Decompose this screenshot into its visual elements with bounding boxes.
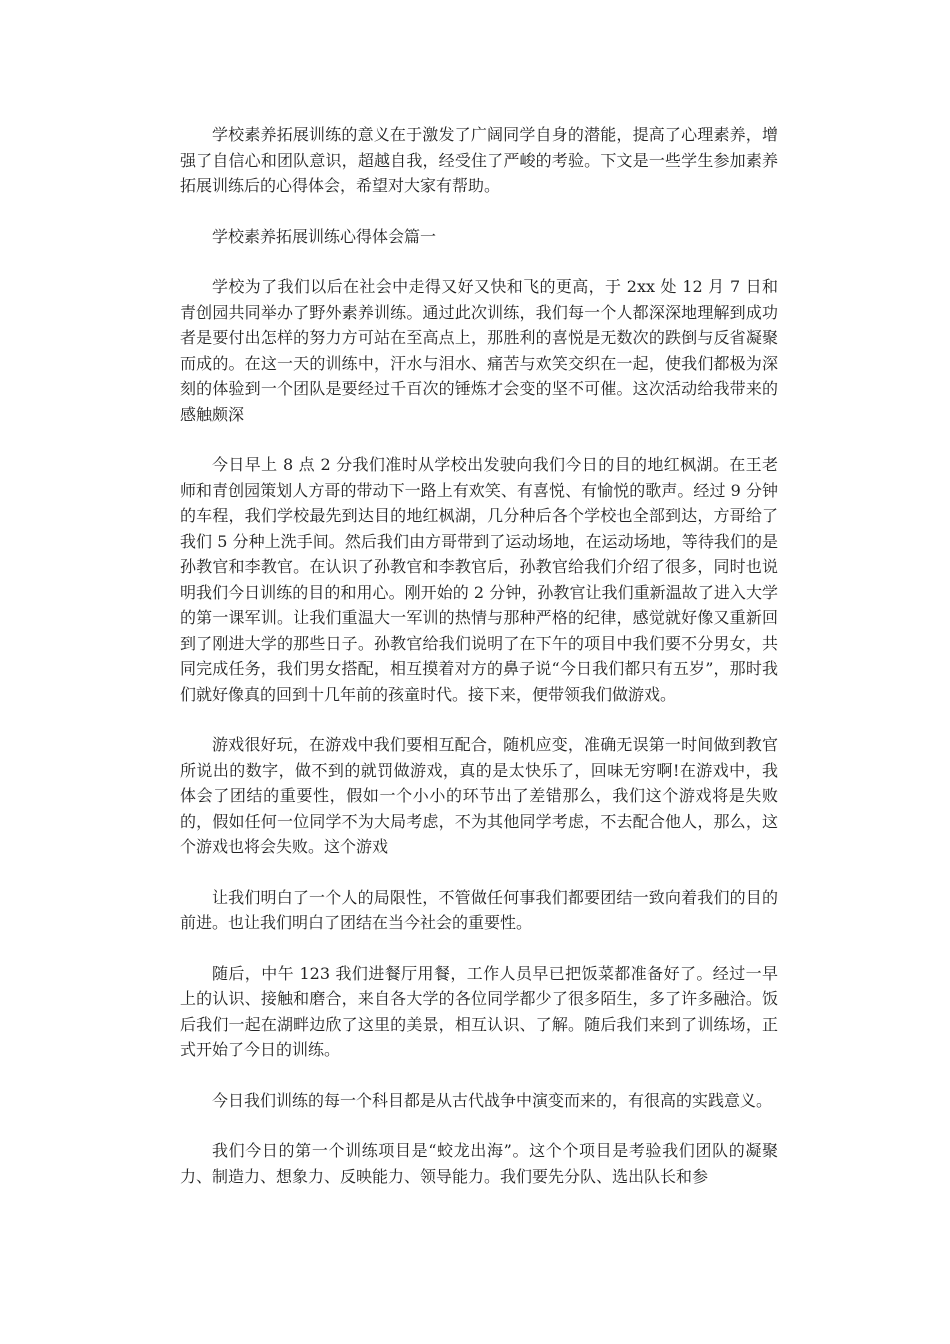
body-paragraph: 游戏很好玩，在游戏中我们要相互配合，随机应变，准确无误第一时间做到教官所说出的数字，做不到的就罚做游戏，真的是太快乐了，回味无穷啊!在游戏中，我体会了团结的重要性，假如一个小小的环节出了差错那么，我们这个游戏将是失败的，假如任何一位同学不为大局考虑，不为其他同学考虑，不去配合他人，那么，这个游戏也将会失败。这个游戏 — [180, 735, 778, 856]
body-paragraph: 学校为了我们以后在社会中走得又好又快和飞的更高，于 2xx 处 12 月 7 日和青创园共同举办了野外素养训练。通过此次训练，我们每一个人都深深地理解到成功者是要付出怎样的努力方可站在至高点上，那胜利的喜悦是无数次的跌倒与反省凝聚而成的。在这一天的训练中，汗水与泪水、痛苦与欢笑交织在一起，使我们都极为深刻的体验到一个团队是要经过千百次的锤炼才会变的坚不可催。这次活动给我带来的感触颇深 — [180, 277, 778, 424]
document-body — [180, 122, 778, 1214]
body-paragraph: 今日早上 8 点 2 分我们准时从学校出发驶向我们今日的目的地红枫湖。在王老师和青创园策划人方哥的带动下一路上有欢笑、有喜悦、有愉悦的歌声。经过 9 分钟的车程，我们学校最先到达目的地红枫湖，几分种后各个学校也全部到达，方哥给了我们 5 分种上洗手间。然后我们由方哥带到了运动场地，在运动场地，等待我们的是孙教官和李教官。在认识了孙教官和李教官后，孙教官给我们介绍了很多，同时也说明我们今日训练的目的和用心。刚开始的 2 分钟，孙教官让我们重新温故了进入大学的第一课军训。让我们重温大一军训的热情与那种严格的纪律，感觉就好像又重新回到了刚进大学的那些日子。孙教官给我们说明了在下午的项目中我们要不分男女，共同完成任务，我们男女搭配，相互摸着对方的鼻子说“今日我们都只有五岁”，那时我们就好像真的回到十几年前的孩童时代。接下来，便带领我们做游戏。 — [180, 455, 778, 704]
body-paragraph: 随后，中午 123 我们进餐厅用餐，工作人员早已把饭菜都准备好了。经过一早上的认识、接触和磨合，来自各大学的各位同学都少了很多陌生，多了许多融洽。饭后我们一起在湖畔边欣了这里的美景，相互认识、了解。随后我们来到了训练场，正式开始了今日的训练。 — [180, 963, 778, 1059]
body-paragraph: 今日我们训练的每一个科目都是从古代战争中演变而来的，有很高的实践意义。 — [212, 1090, 773, 1110]
intro-paragraph: 学校素养拓展训练的意义在于激发了广阔同学自身的潜能，提高了心理素养，增强了自信心和团队意识，超越自我，经受住了严峻的考验。下文是一些学生参加素养拓展训练后的心得体会，希望对大家有帮助。 — [180, 125, 778, 195]
body-paragraph: 我们今日的第一个训练项目是“蛟龙出海”。这个个项目是考验我们团队的凝聚力、制造力、想象力、反映能力、领导能力。我们要先分队、选出队长和参 — [180, 1141, 778, 1186]
section-heading: 学校素养拓展训练心得体会篇一 — [212, 226, 437, 246]
body-paragraph: 让我们明白了一个人的局限性，不管做任何事我们都要团结一致向着我们的目的前进。也让我们明白了团结在当今社会的重要性。 — [180, 887, 778, 932]
